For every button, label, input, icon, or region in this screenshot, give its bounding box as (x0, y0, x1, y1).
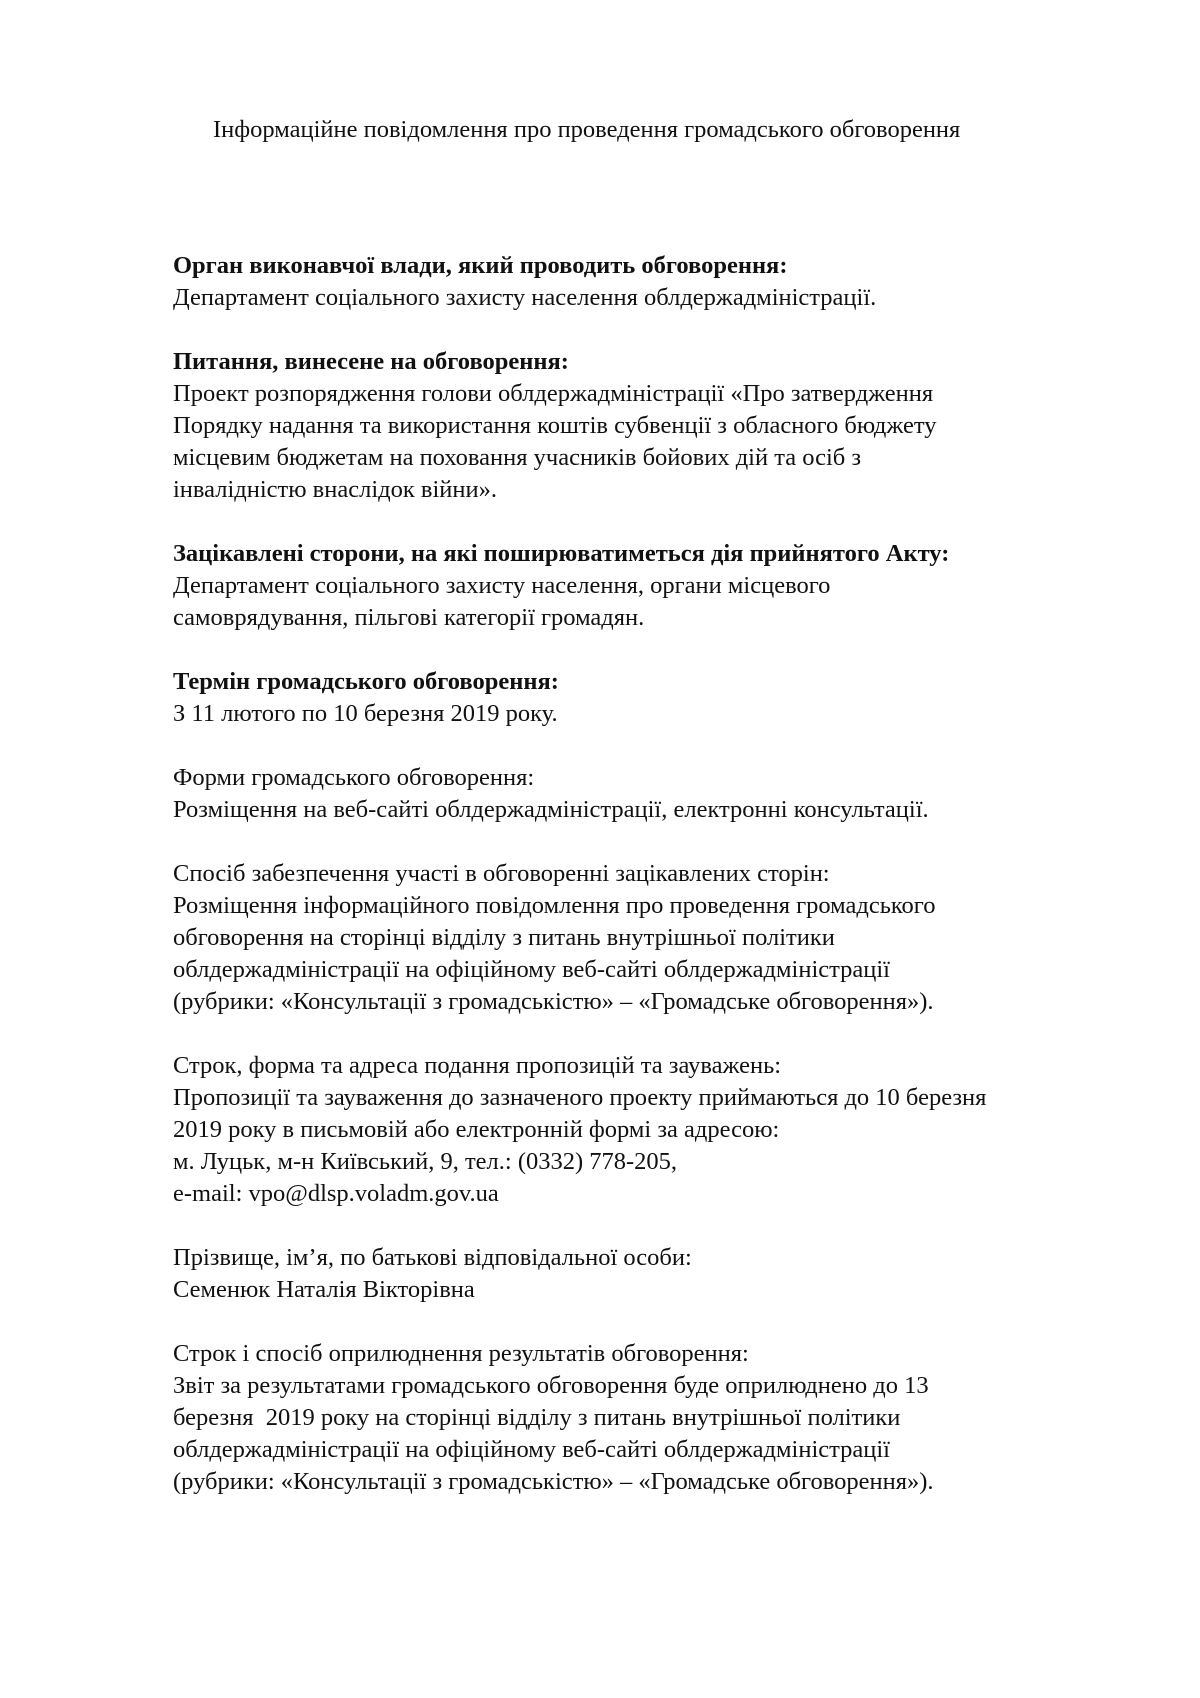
section-line: Департамент соціального захисту населення облдержадміністрації. (173, 284, 877, 311)
section-line: Пропозиції та зауваження до зазначеного проекту приймаються до 10 березня (173, 1084, 987, 1111)
section-heading: Зацікавлені сторони, на які поширюватиметься дія прийнятого Акту: (173, 540, 950, 567)
section-executive-body (173, 250, 1173, 314)
section-responsible-person (173, 1242, 1173, 1306)
section-heading: Строк і спосіб оприлюднення результатів обговорення: (173, 1340, 749, 1367)
section-line: облдержадміністрації на офіційному веб-сайті облдержадміністрації (173, 956, 890, 983)
section-participation (173, 858, 1173, 1018)
section-issue (173, 346, 1173, 506)
section-results (173, 1338, 1173, 1498)
section-line: 2019 року в письмовій або електронній формі за адресою: (173, 1116, 780, 1143)
responsible-person-name: Семенюк Наталія Вікторівна (173, 1276, 475, 1303)
section-line: Розміщення на веб-сайті облдержадміністрації, електронні консультації. (173, 796, 929, 823)
section-heading: Термін громадського обговорення: (173, 668, 559, 695)
document-body (173, 250, 1173, 1530)
section-heading: Питання, винесене на обговорення: (173, 348, 569, 375)
section-line: Порядку надання та використання коштів субвенції з обласного бюджету (173, 412, 937, 439)
section-heading: Строк, форма та адреса подання пропозицій та зауважень: (173, 1052, 782, 1079)
section-line: інвалідністю внаслідок війни». (173, 476, 497, 503)
section-line: Звіт за результатами громадського обговорення буде оприлюднено до 13 (173, 1372, 929, 1399)
section-line: обговорення на сторінці відділу з питань внутрішньої політики (173, 924, 835, 951)
section-term (173, 666, 1173, 730)
section-line: облдержадміністрації на офіційному веб-сайті облдержадміністрації (173, 1436, 890, 1463)
section-line: Проект розпорядження голови облдержадміністрації «Про затвердження (173, 380, 934, 407)
section-line: (рубрики: «Консультації з громадськістю» – «Громадське обговорення»). (173, 1468, 934, 1495)
section-line: З 11 лютого по 10 березня 2019 року. (173, 700, 558, 727)
section-forms (173, 762, 1173, 826)
section-line: місцевим бюджетам на поховання учасників бойових дій та осіб з (173, 444, 862, 471)
section-submission (173, 1050, 1173, 1210)
address-line: м. Луцьк, м-н Київський, 9, тел.: (0332) 778-205, (173, 1148, 678, 1175)
section-heading: Спосіб забезпечення участі в обговоренні зацікавлених сторін: (173, 860, 830, 887)
section-line: (рубрики: «Консультації з громадськістю» – «Громадське обговорення»). (173, 988, 934, 1015)
section-heading: Орган виконавчої влади, який проводить обговорення: (173, 252, 788, 279)
section-line: Розміщення інформаційного повідомлення про проведення громадського (173, 892, 936, 919)
document-title: Інформаційне повідомлення про проведення громадського обговорення (213, 116, 961, 143)
email-line: e-mail: vpo@dlsp.voladm.gov.ua (173, 1180, 499, 1207)
section-heading: Форми громадського обговорення: (173, 764, 535, 791)
section-line: самоврядування, пільгові категорії громадян. (173, 604, 645, 631)
section-line: березня 2019 року на сторінці відділу з питань внутрішньої політики (173, 1404, 901, 1431)
section-line: Департамент соціального захисту населення, органи місцевого (173, 572, 831, 599)
section-heading: Прізвище, ім’я, по батькові відповідальної особи: (173, 1244, 692, 1271)
section-stakeholders (173, 538, 1173, 634)
